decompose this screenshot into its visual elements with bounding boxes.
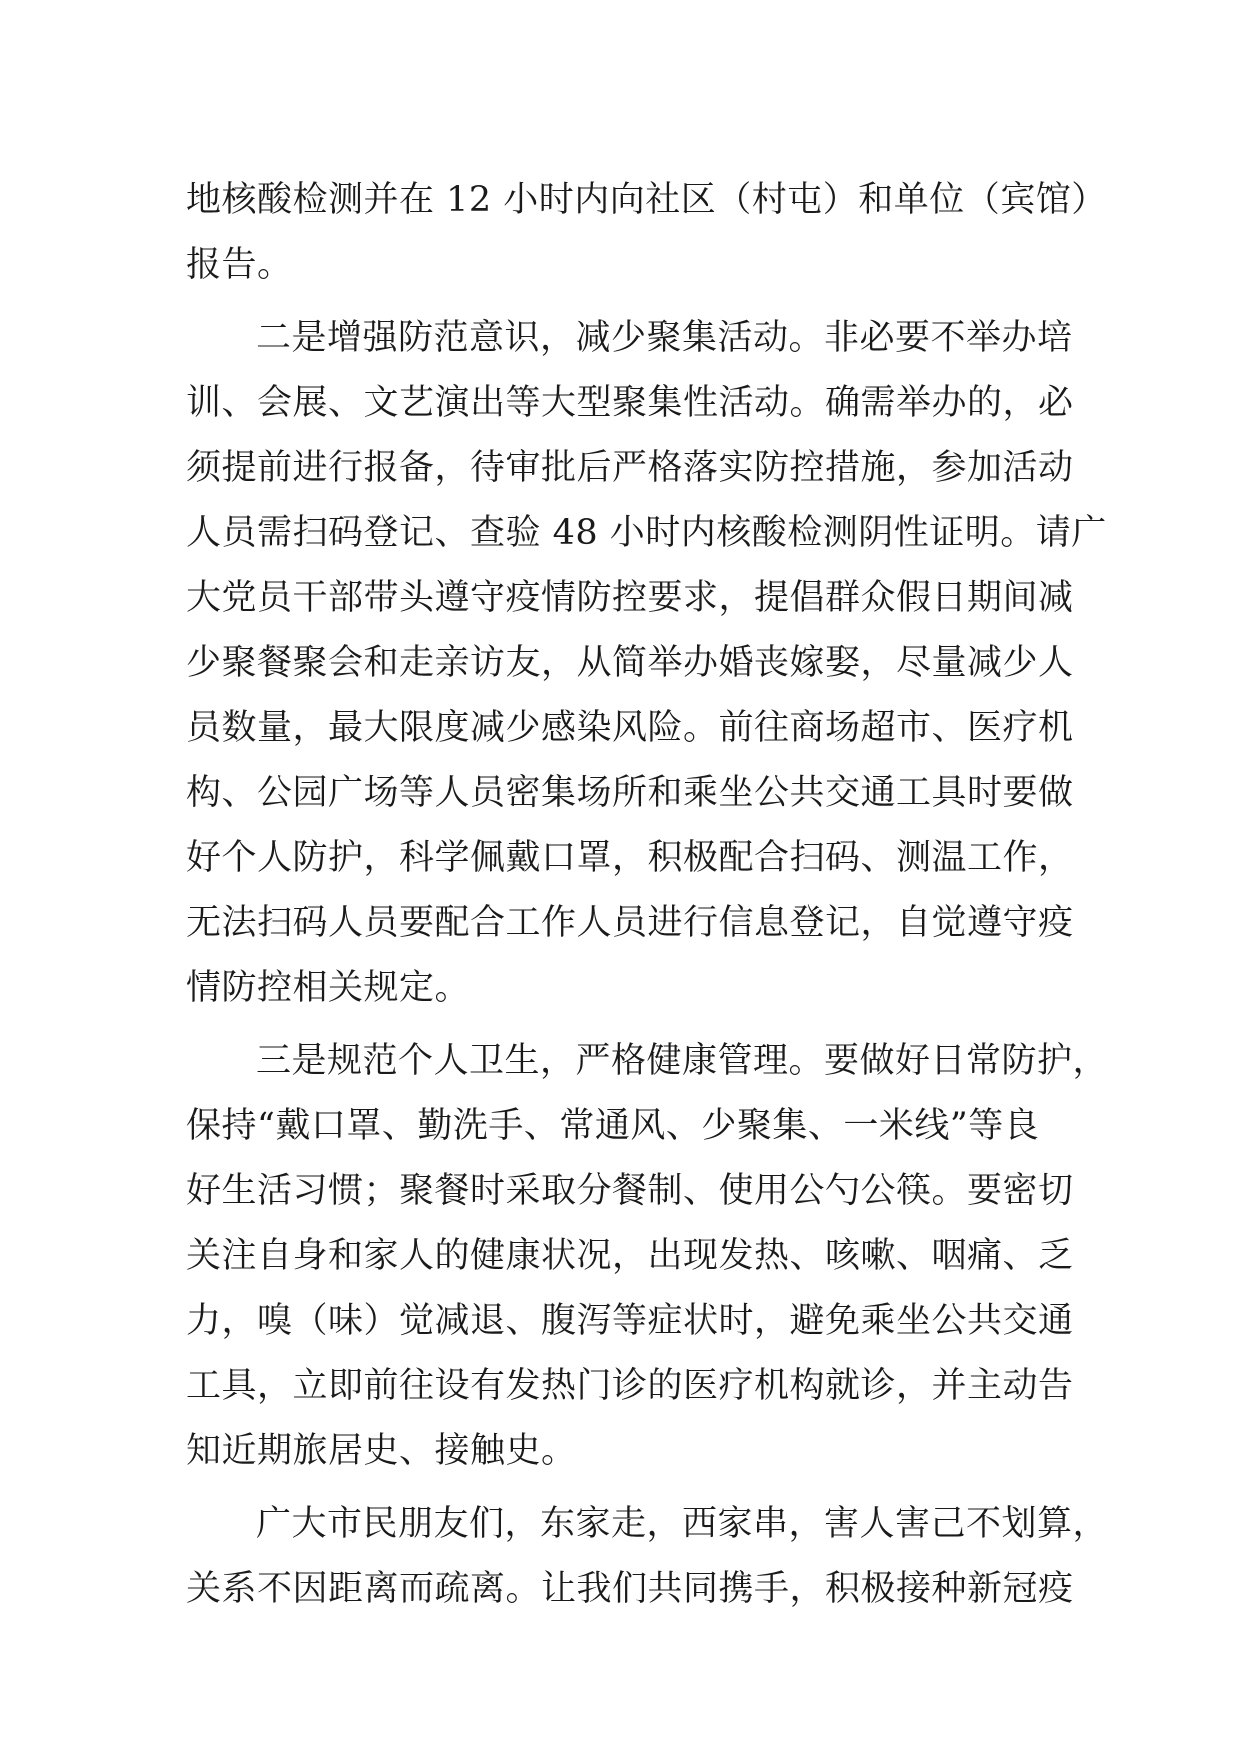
text-line: 报告。: [186, 245, 293, 285]
document-body: [186, 168, 1109, 1622]
text-line: 关注自身和家人的健康状况，出现发热、咳嗽、咽痛、乏: [186, 1236, 1074, 1276]
paragraph-3-first-line: 三是规范个人卫生，严格健康管理。要做好日常防护，: [256, 1041, 1109, 1081]
paragraph-4-first-line: 广大市民朋友们，东家走，西家串，害人害己不划算，: [256, 1504, 1109, 1544]
text-line: 地核酸检测并在 12 小时内向社区（村屯）和单位（宾馆）: [186, 180, 1107, 220]
text-line: 力，嗅（味）觉减退、腹泻等症状时，避免乘坐公共交通: [186, 1301, 1074, 1341]
text-line: 少聚餐聚会和走亲访友，从简举办婚丧嫁娶，尽量减少人: [186, 643, 1074, 683]
text-line: 人员需扫码登记、查验 48 小时内核酸检测阴性证明。请广: [186, 513, 1107, 553]
text-line: 无法扫码人员要配合工作人员进行信息登记，自觉遵守疫: [186, 903, 1074, 943]
text-line: 保持“戴口罩、勤洗手、常通风、少聚集、一米线”等良: [186, 1106, 1040, 1146]
text-line: 训、会展、文艺演出等大型聚集性活动。确需举办的，必: [186, 383, 1074, 423]
text-line: 知近期旅居史、接触史。: [186, 1431, 577, 1471]
text-line: 须提前进行报备，待审批后严格落实防控措施，参加活动: [186, 448, 1074, 488]
paragraph-2-first-line: 二是增强防范意识，减少聚集活动。非必要不举办培: [256, 318, 1073, 358]
text-line: 工具，立即前往设有发热门诊的医疗机构就诊，并主动告: [186, 1366, 1074, 1406]
text-line: 好个人防护，科学佩戴口罩，积极配合扫码、测温工作，: [186, 838, 1074, 878]
text-line: 构、公园广场等人员密集场所和乘坐公共交通工具时要做: [186, 773, 1074, 813]
text-line: 关系不因距离而疏离。让我们共同携手，积极接种新冠疫: [186, 1569, 1074, 1609]
text-line: 好生活习惯；聚餐时采取分餐制、使用公勺公筷。要密切: [186, 1171, 1074, 1211]
text-line: 员数量，最大限度减少感染风险。前往商场超市、医疗机: [186, 708, 1074, 748]
text-line: 情防控相关规定。: [186, 968, 471, 1008]
text-line: 大党员干部带头遵守疫情防控要求，提倡群众假日期间减: [186, 578, 1074, 618]
